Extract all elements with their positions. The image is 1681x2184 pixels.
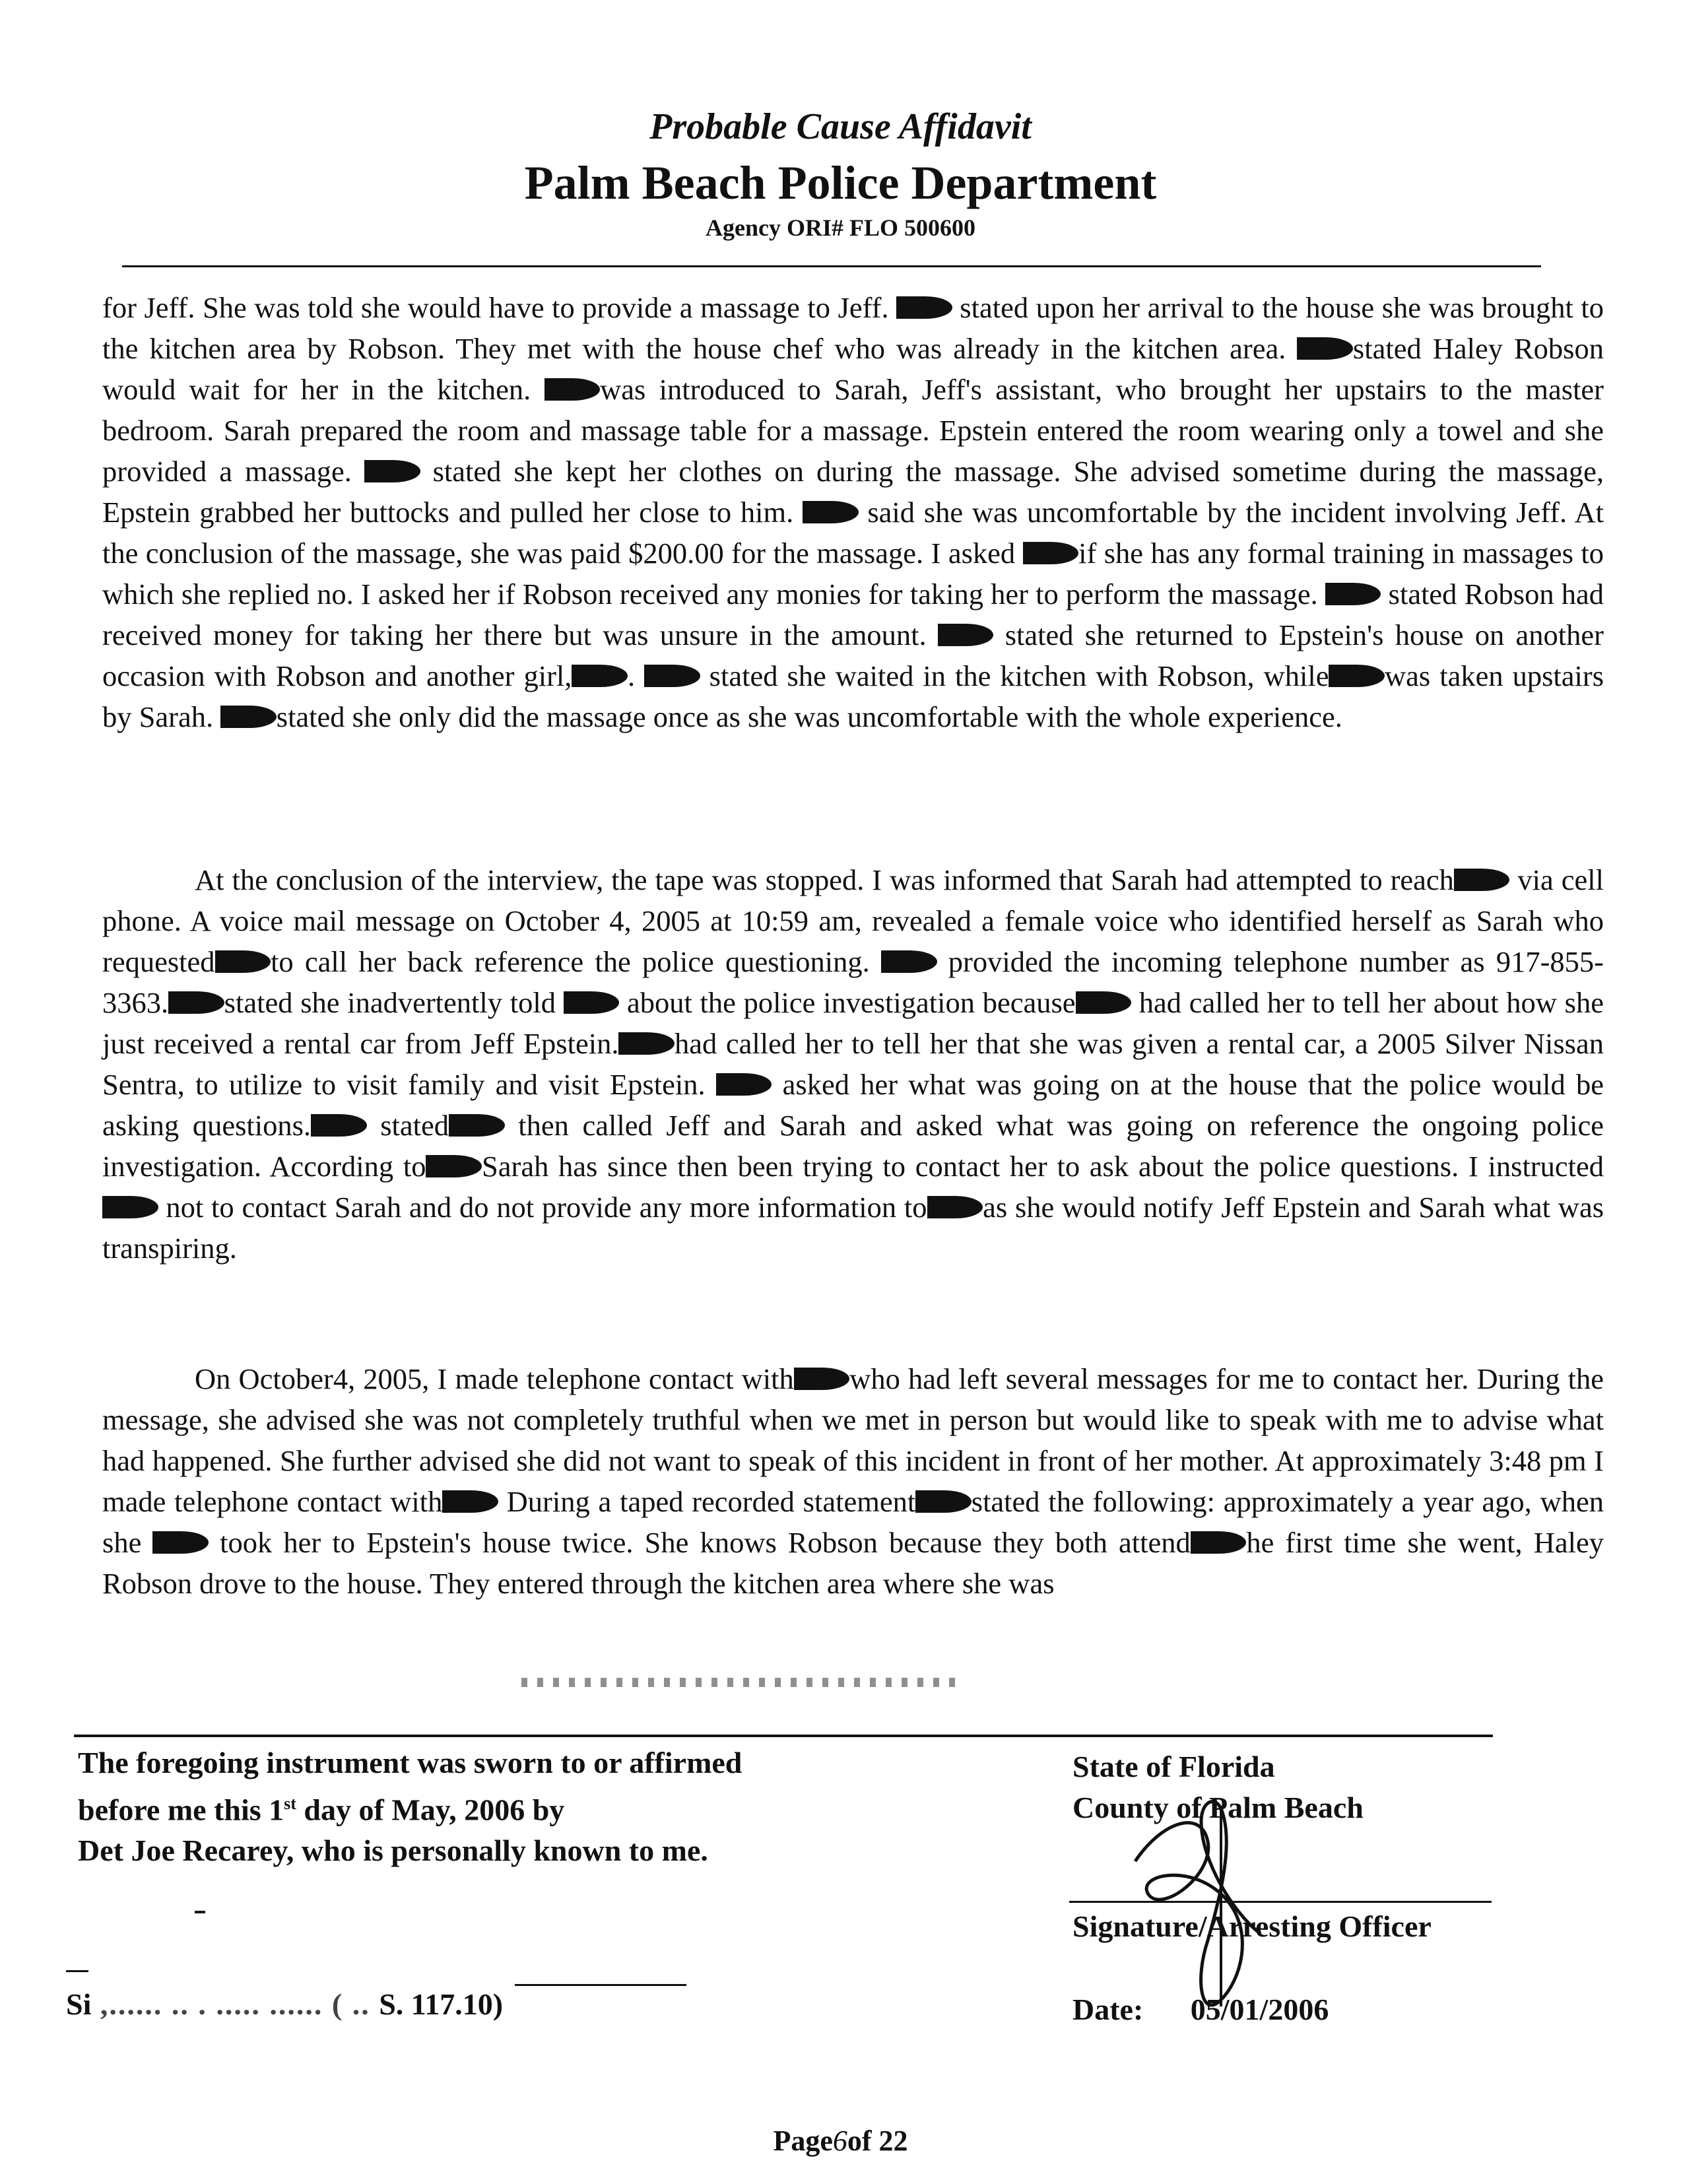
redaction-mark [644,665,700,688]
text-run: then called Jeff and Sarah and asked what was going on reference the ongoing police investigation. According to [102,1109,1604,1183]
redaction-mark [152,1531,209,1554]
redaction-mark [803,501,859,524]
officer-signature-line [1069,1901,1492,1903]
redaction-mark [426,1155,482,1178]
text-run: who had left several messages for me to contact her. During the message, she advised she was not completely truthful when we met in person but would like to speak with me to advise what had happened. She further advised she did not want to speak of this incident in front of her mother. At approximately 3:48 pm I made telephone contact with [102,1362,1604,1518]
text-run: provided the incoming telephone number as 917-855-3363. [102,945,1604,1019]
redaction-mark [364,460,420,483]
text-run: asked her what was going on at the house that the police would be asking questions. [102,1068,1604,1142]
text-run: At the conclusion of the interview, the tape was stopped. I was informed that Sarah had attempted to reach [195,863,1454,896]
text-run: via cell phone. A voice mail message on October 4, 2005 at 10:59 am, revealed a female voice who identified herself as Sarah who requested [102,863,1604,978]
redaction-mark [881,950,937,974]
state-name: State of Florida [1072,1750,1275,1783]
date-label: Date: [1072,1993,1144,2026]
redaction-mark [938,624,994,647]
redaction-mark [1329,665,1385,688]
sworn-statement [78,1742,870,1871]
redaction-mark [716,1073,772,1096]
redaction-mark [618,1032,675,1055]
redaction-mark [1325,583,1381,606]
redaction-mark [896,296,952,319]
text-run: not to contact Sarah and do not provide any more information to [158,1191,927,1224]
redaction-mark [915,1490,972,1513]
redaction-mark [1023,542,1079,565]
sworn-line-1: The foregoing instrument was sworn to or affirmed [78,1746,742,1779]
text-run: stated she waited in the kitchen with Robson, while [700,659,1329,692]
text-run: During a taped recorded statement [498,1485,916,1518]
narrative-paragraph-3 [102,1358,1604,1604]
redaction-mark [442,1490,498,1513]
notary-signature-line [515,1984,686,1986]
text-run: was introduced to Sarah, Jeff's assistant, who brought her upstairs to the master bedroom. Sarah prepared the room and massage table for a massage. Epstein entered the room wearing only a towel and she provided a massage. [102,373,1604,488]
redaction-mark [220,706,277,729]
redaction-mark [102,1196,158,1219]
redaction-mark [1076,991,1132,1014]
department-name: Palm Beach Police Department [524,156,1157,209]
redaction-mark [927,1196,983,1219]
footer-divider [74,1735,1493,1737]
text-run: said she was uncomfortable by the incident involving Jeff. At the conclusion of the massage, she was paid $200.00 for the massage. I asked [102,496,1604,570]
redaction-mark [1191,1531,1247,1554]
redaction-mark [794,1368,850,1391]
redaction-mark [544,378,601,401]
text-run: stated the following: approximately a year ago, when she [102,1485,1604,1559]
text-run: stated upon her arrival to the house she was brought to the kitchen area by Robson. They met with the house chef who was already in the kitchen area. [102,291,1604,365]
redaction-mark [311,1114,367,1137]
scan-mark [66,1970,88,1972]
county-name: County of Palm Beach [1072,1791,1364,1824]
text-run: had called her to tell her about how she just received a rental car from Jeff Epstein. [102,986,1604,1060]
document-title: Probable Cause Affidavit [649,106,1032,147]
redaction-mark [449,1114,505,1137]
redaction-mark [572,665,628,688]
text-run: as she would notify Jeff Epstein and Sarah what was transpiring. [102,1191,1604,1265]
date-value: 05/01/2006 [1190,1993,1329,2026]
text-run: to call her back reference the police questioning. [271,945,881,978]
sworn-line-2: before me this 1st day of May, 2006 by [78,1793,565,1827]
text-run: was taken upstairs by Sarah. [102,659,1604,733]
redaction-mark [1454,869,1510,892]
redaction-mark [168,991,224,1014]
text-run: about the police investigation because [619,986,1076,1019]
redaction-mark [215,950,271,974]
text-run: had called her to tell her that she was given a rental car, a 2005 Silver Nissan Sentra, to utilize to visit family and visit Epstein. [102,1027,1604,1101]
text-run: he first time she went, Haley Robson drove to the house. They entered through the kitchen area where she was [102,1526,1604,1600]
text-run: took her to Epstein's house twice. She knows Robson because they both attend [209,1526,1191,1559]
header-divider [122,265,1541,267]
text-run: stated she kept her clothes on during the massage. She advised sometime during the massage, Epstein grabbed her buttocks and pulled her close to him. [102,455,1604,529]
narrative-paragraph-2 [102,859,1604,1269]
text-run: for Jeff. She was told she would have to provide a massage to Jeff. [102,291,897,324]
sworn-line-3: Det Joe Recarey, who is personally known to me. [78,1834,708,1868]
text-run: if she has any formal training in massages to which she replied no. I asked her if Robson received any monies for taking her to perform the massage. [102,537,1604,611]
text-run: stated [366,1109,449,1142]
text-run: stated she inadvertently told [224,986,564,1019]
signature-label: Signature/Arresting Officer [1072,1909,1432,1943]
narrative-paragraph-1 [102,287,1604,737]
redaction-mark [564,991,620,1014]
text-run: Sarah has since then been trying to contact her to ask about the police questions. I instructed [482,1150,1604,1183]
text-run: stated Robson had received money for taking her there but was unsure in the amount. [102,578,1604,651]
date-row [1072,1992,1329,2027]
text-run: stated Haley Robson would wait for her in the kitchen. [102,332,1604,406]
page-number: Page6of 22 [773,2125,908,2157]
notary-signature-caption: Si ,...... .. . ..... ...... ( .. S. 117.10) [66,1987,504,2021]
scan-mark [195,1911,205,1913]
text-run: stated she only did the massage once as she was uncomfortable with the whole experience. [276,700,1342,733]
scan-artifact [521,1678,957,1687]
text-run: On October4, 2005, I made telephone contact with [195,1362,794,1395]
redaction-mark [1297,337,1353,360]
text-run: stated she returned to Epstein's house on another occasion with Robson and another girl, [102,618,1604,692]
agency-ori: Agency ORI# FLO 500600 [706,215,975,241]
text-run: . [627,659,645,692]
